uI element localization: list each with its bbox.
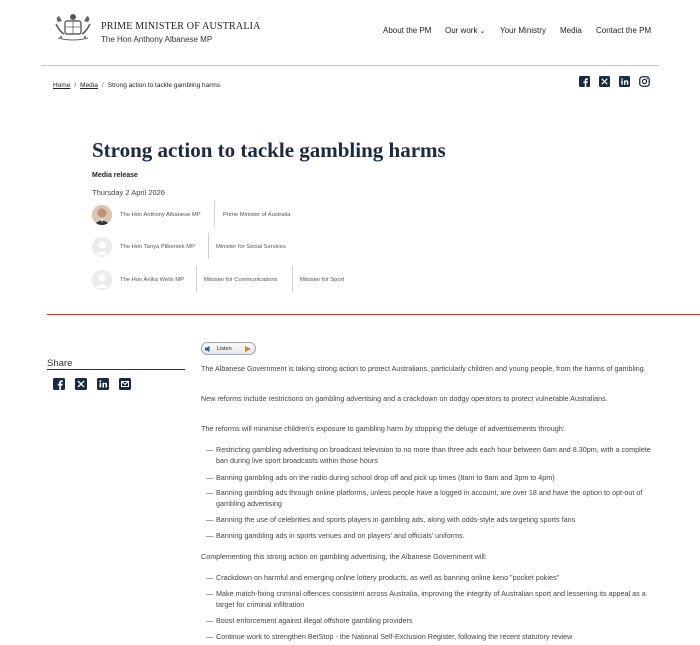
instagram-icon[interactable] xyxy=(639,76,650,87)
dash-bullet: — xyxy=(206,632,214,641)
list-item xyxy=(206,444,656,466)
dash-bullet: — xyxy=(206,445,214,454)
site-subtitle: The Hon Anthony Albanese MP xyxy=(101,35,213,44)
listen-label: Listen xyxy=(217,346,232,352)
minister-role: Minister for Sport xyxy=(300,277,345,283)
chevron-down-icon: ⌄ xyxy=(479,28,486,35)
nav-label: Media xyxy=(560,26,582,35)
list-item-text: Banning gambling ads through online platforms, unless people have a logged in account, are over 18 and have the option to opt-out of gambling advertising xyxy=(216,488,643,508)
header-divider xyxy=(41,65,659,66)
list-item xyxy=(206,487,656,509)
list-item xyxy=(206,588,656,610)
dash-bullet: — xyxy=(206,488,214,497)
list-item xyxy=(206,514,656,525)
list-item xyxy=(206,615,656,626)
play-icon xyxy=(245,346,251,352)
nav-our-work[interactable] xyxy=(445,26,485,35)
list-item-text: Continue work to strengthen BetStop - the National Self-Exclusion Register, following the recent statutory review xyxy=(216,632,573,641)
dash-bullet: — xyxy=(206,515,214,524)
list-item-text: Boost enforcement against illegal offshore gambling providers xyxy=(216,616,413,625)
linkedin-icon[interactable] xyxy=(619,76,630,87)
nav-label: Your Ministry xyxy=(500,26,546,35)
minister-name[interactable]: The Hon Anika Wells MP xyxy=(120,277,185,283)
minister-name[interactable]: The Hon Tanya Plibersek MP xyxy=(120,244,195,250)
body-paragraph: New reforms include restrictions on gambling advertising and a crackdown on dodgy operators to protect vulnerable Australians. xyxy=(201,394,608,403)
list-item-text: Restricting gambling advertising on broadcast television to no more than three ads each hour between 6am and 8.30pm, with a complete ban during live sport broadcasts within those hours xyxy=(216,445,651,465)
minister-role: Minister for Communications xyxy=(204,277,278,283)
dash-bullet: — xyxy=(206,573,214,582)
email-icon[interactable] xyxy=(119,378,131,390)
dash-bullet: — xyxy=(206,616,214,625)
nav-your-ministry[interactable] xyxy=(500,26,546,35)
dash-bullet: — xyxy=(206,531,214,540)
linkedin-icon[interactable] xyxy=(97,378,109,390)
minister-role: Minister for Social Services xyxy=(216,244,286,250)
list-item-text: Crackdown on harmful and emerging online lottery products, as well as banning online keno "pocket pokies" xyxy=(216,573,560,582)
coat-of-arms-logo[interactable] xyxy=(52,12,94,42)
divider xyxy=(292,266,293,292)
body-paragraph: The Albanese Government is taking strong action to protect Australians, particularly children and young people, from the harms of gambling. xyxy=(201,364,646,373)
divider xyxy=(196,266,197,292)
dash-bullet: — xyxy=(206,589,214,598)
speaker-icon xyxy=(205,346,212,352)
listen-button[interactable] xyxy=(201,342,256,355)
nav-media[interactable] xyxy=(560,26,582,35)
list-item-text: Banning gambling ads on the radio during school drop off and pick up times (8am to 9am and 3pm to 4pm) xyxy=(216,473,555,482)
list-item-text: Make match-fixing criminal offences consistent across Australia, improving the integrity of Australian sport and lessening its appeal as a target for criminal infiltration xyxy=(216,589,646,609)
minister-role: Prime Minister of Australia xyxy=(223,212,291,218)
breadcrumb-separator: / xyxy=(74,82,77,89)
list-item-text: Banning the use of celebrities and sports players in gambling ads, along with odds-style ads targeting sports fans xyxy=(216,515,576,524)
list-item xyxy=(206,472,656,483)
site-title[interactable]: PRIME MINISTER OF AUSTRALIA xyxy=(101,21,261,32)
site-header xyxy=(0,0,700,62)
release-date: Thursday 2 April 2026 xyxy=(92,188,165,197)
facebook-icon[interactable] xyxy=(579,76,590,87)
nav-label: About the PM xyxy=(383,26,432,35)
page-title: Strong action to tackle gambling harms xyxy=(92,138,446,162)
divider xyxy=(214,201,215,227)
divider xyxy=(208,233,209,259)
breadcrumb-media[interactable]: Media xyxy=(80,82,98,89)
avatar xyxy=(92,205,112,225)
nav-label: Our work xyxy=(445,26,478,35)
minister-name[interactable]: The Hon Anthony Albanese MP xyxy=(120,212,201,218)
share-heading: Share xyxy=(47,358,73,369)
x-icon[interactable] xyxy=(75,378,87,390)
list-item xyxy=(206,530,656,541)
avatar-placeholder-icon xyxy=(92,270,112,290)
share-divider xyxy=(47,369,185,370)
x-icon[interactable] xyxy=(599,76,610,87)
breadcrumb-separator: / xyxy=(101,82,104,89)
body-paragraph: The reforms will minimise children's exposure to gambling harm by stopping the deluge of advertisements through: xyxy=(201,424,565,433)
breadcrumb-home[interactable]: Home xyxy=(53,82,71,89)
list-item xyxy=(206,631,656,642)
body-paragraph: Complementing this strong action on gambling advertising, the Albanese Government will: xyxy=(201,552,487,561)
dash-bullet: — xyxy=(206,473,214,482)
nav-contact-the-pm[interactable] xyxy=(596,26,651,35)
nav-about-the-pm[interactable] xyxy=(383,26,431,35)
nav-label: Contact the PM xyxy=(596,26,652,35)
release-type: Media release xyxy=(92,172,138,179)
section-divider xyxy=(47,314,700,315)
list-item-text: Banning gambling ads in sports venues and on players' and officials' uniforms. xyxy=(216,531,465,540)
avatar-placeholder-icon xyxy=(92,237,112,257)
breadcrumb-current: Strong action to tackle gambling harms xyxy=(107,82,221,89)
facebook-icon[interactable] xyxy=(53,378,65,390)
breadcrumb xyxy=(53,82,220,89)
list-item xyxy=(206,572,656,583)
